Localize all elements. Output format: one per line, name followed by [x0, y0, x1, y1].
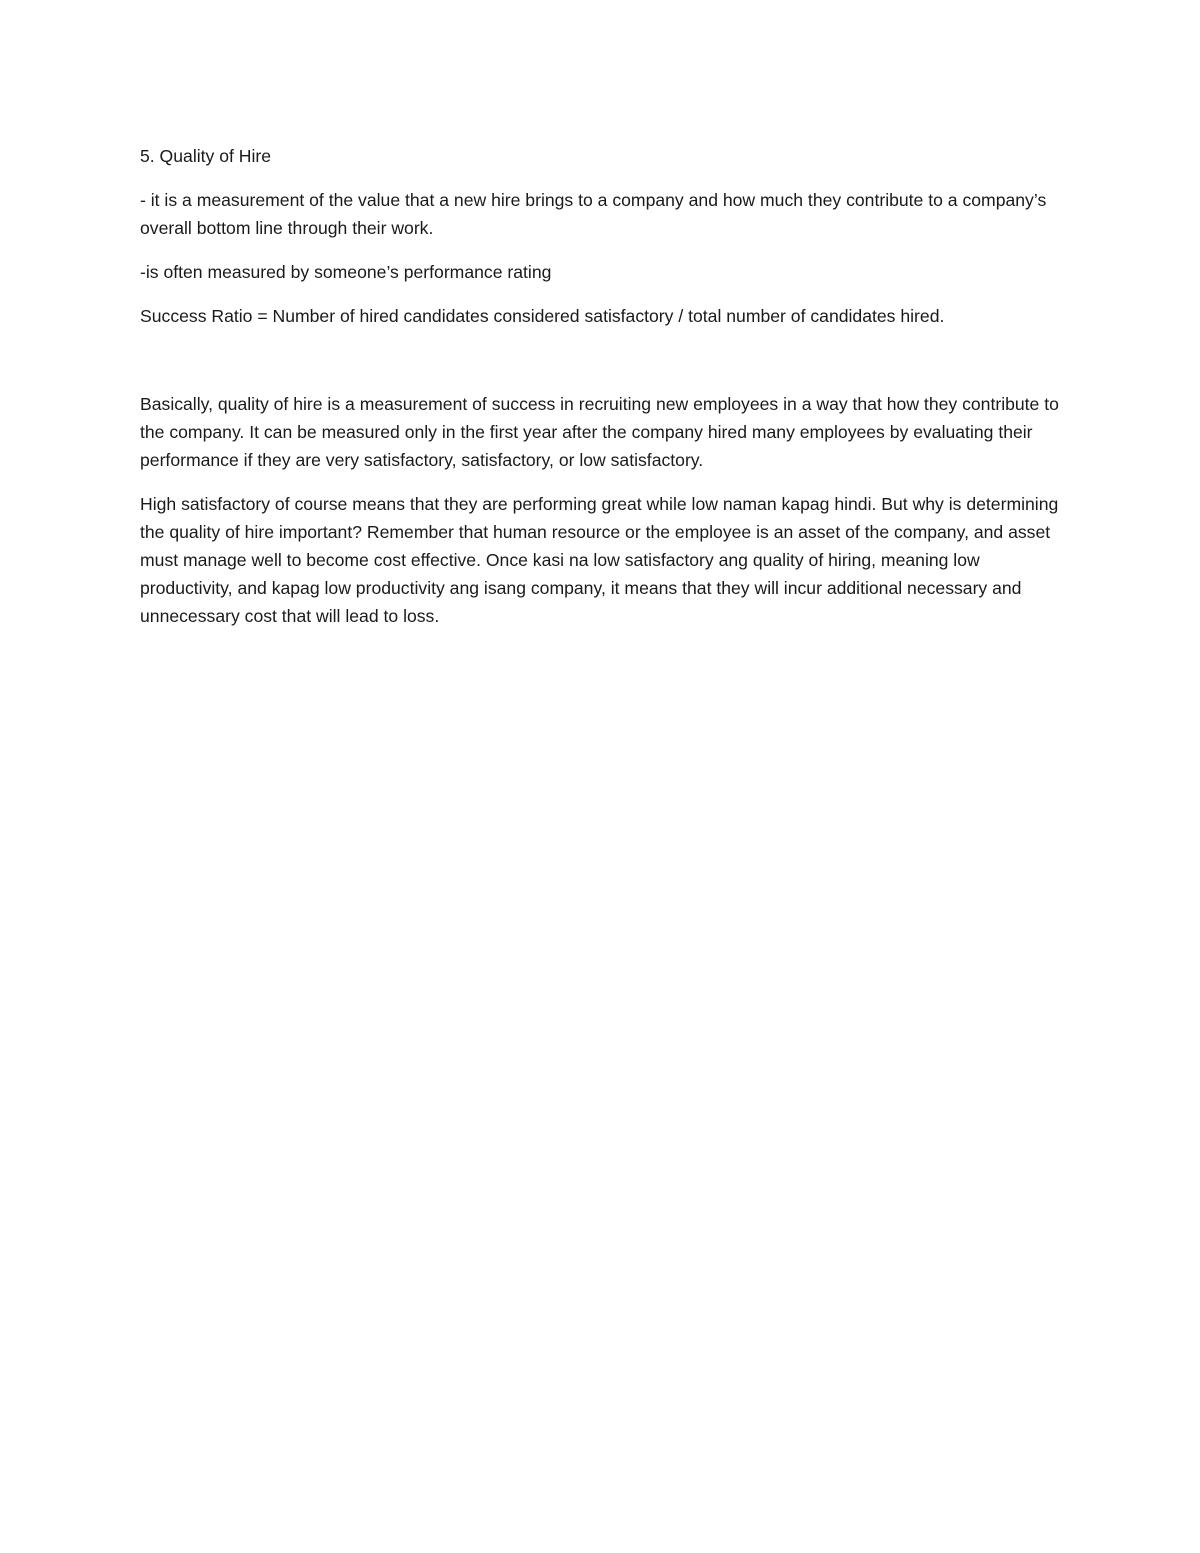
explanation-paragraph-1: Basically, quality of hire is a measurement of success in recruiting new employees in a way that how they contribute to the company. It can be measured only in the first year after the company hired many employees by evaluating their performance if they are very satisfactory, satisfactory, or low satisfactory. — [140, 394, 1059, 470]
definition-text: - it is a measurement of the value that a new hire brings to a company and how much they contribute to a company’s overall bottom line through their work. — [140, 190, 1047, 238]
section-heading: 5. Quality of Hire — [140, 146, 272, 166]
explanation-paragraph-2: High satisfactory of course means that they are performing great while low naman kapag hindi. But why is determining the quality of hire important? Remember that human resource or the employee is an asset of the company, and asset must manage well to become cost effective. Once kasi na low satisfactory ang quality of hiring, meaning low productivity, and kapag low productivity ang isang company, it means that they will incur additional necessary and unnecessary cost that will lead to loss. — [140, 494, 1059, 626]
success-ratio-formula: Success Ratio = Number of hired candidates considered satisfactory / total number of candidates hired. — [140, 306, 945, 326]
blank-line — [140, 346, 1070, 374]
measured-by-text: -is often measured by someone’s performance rating — [140, 262, 552, 282]
document-body — [140, 142, 1070, 646]
